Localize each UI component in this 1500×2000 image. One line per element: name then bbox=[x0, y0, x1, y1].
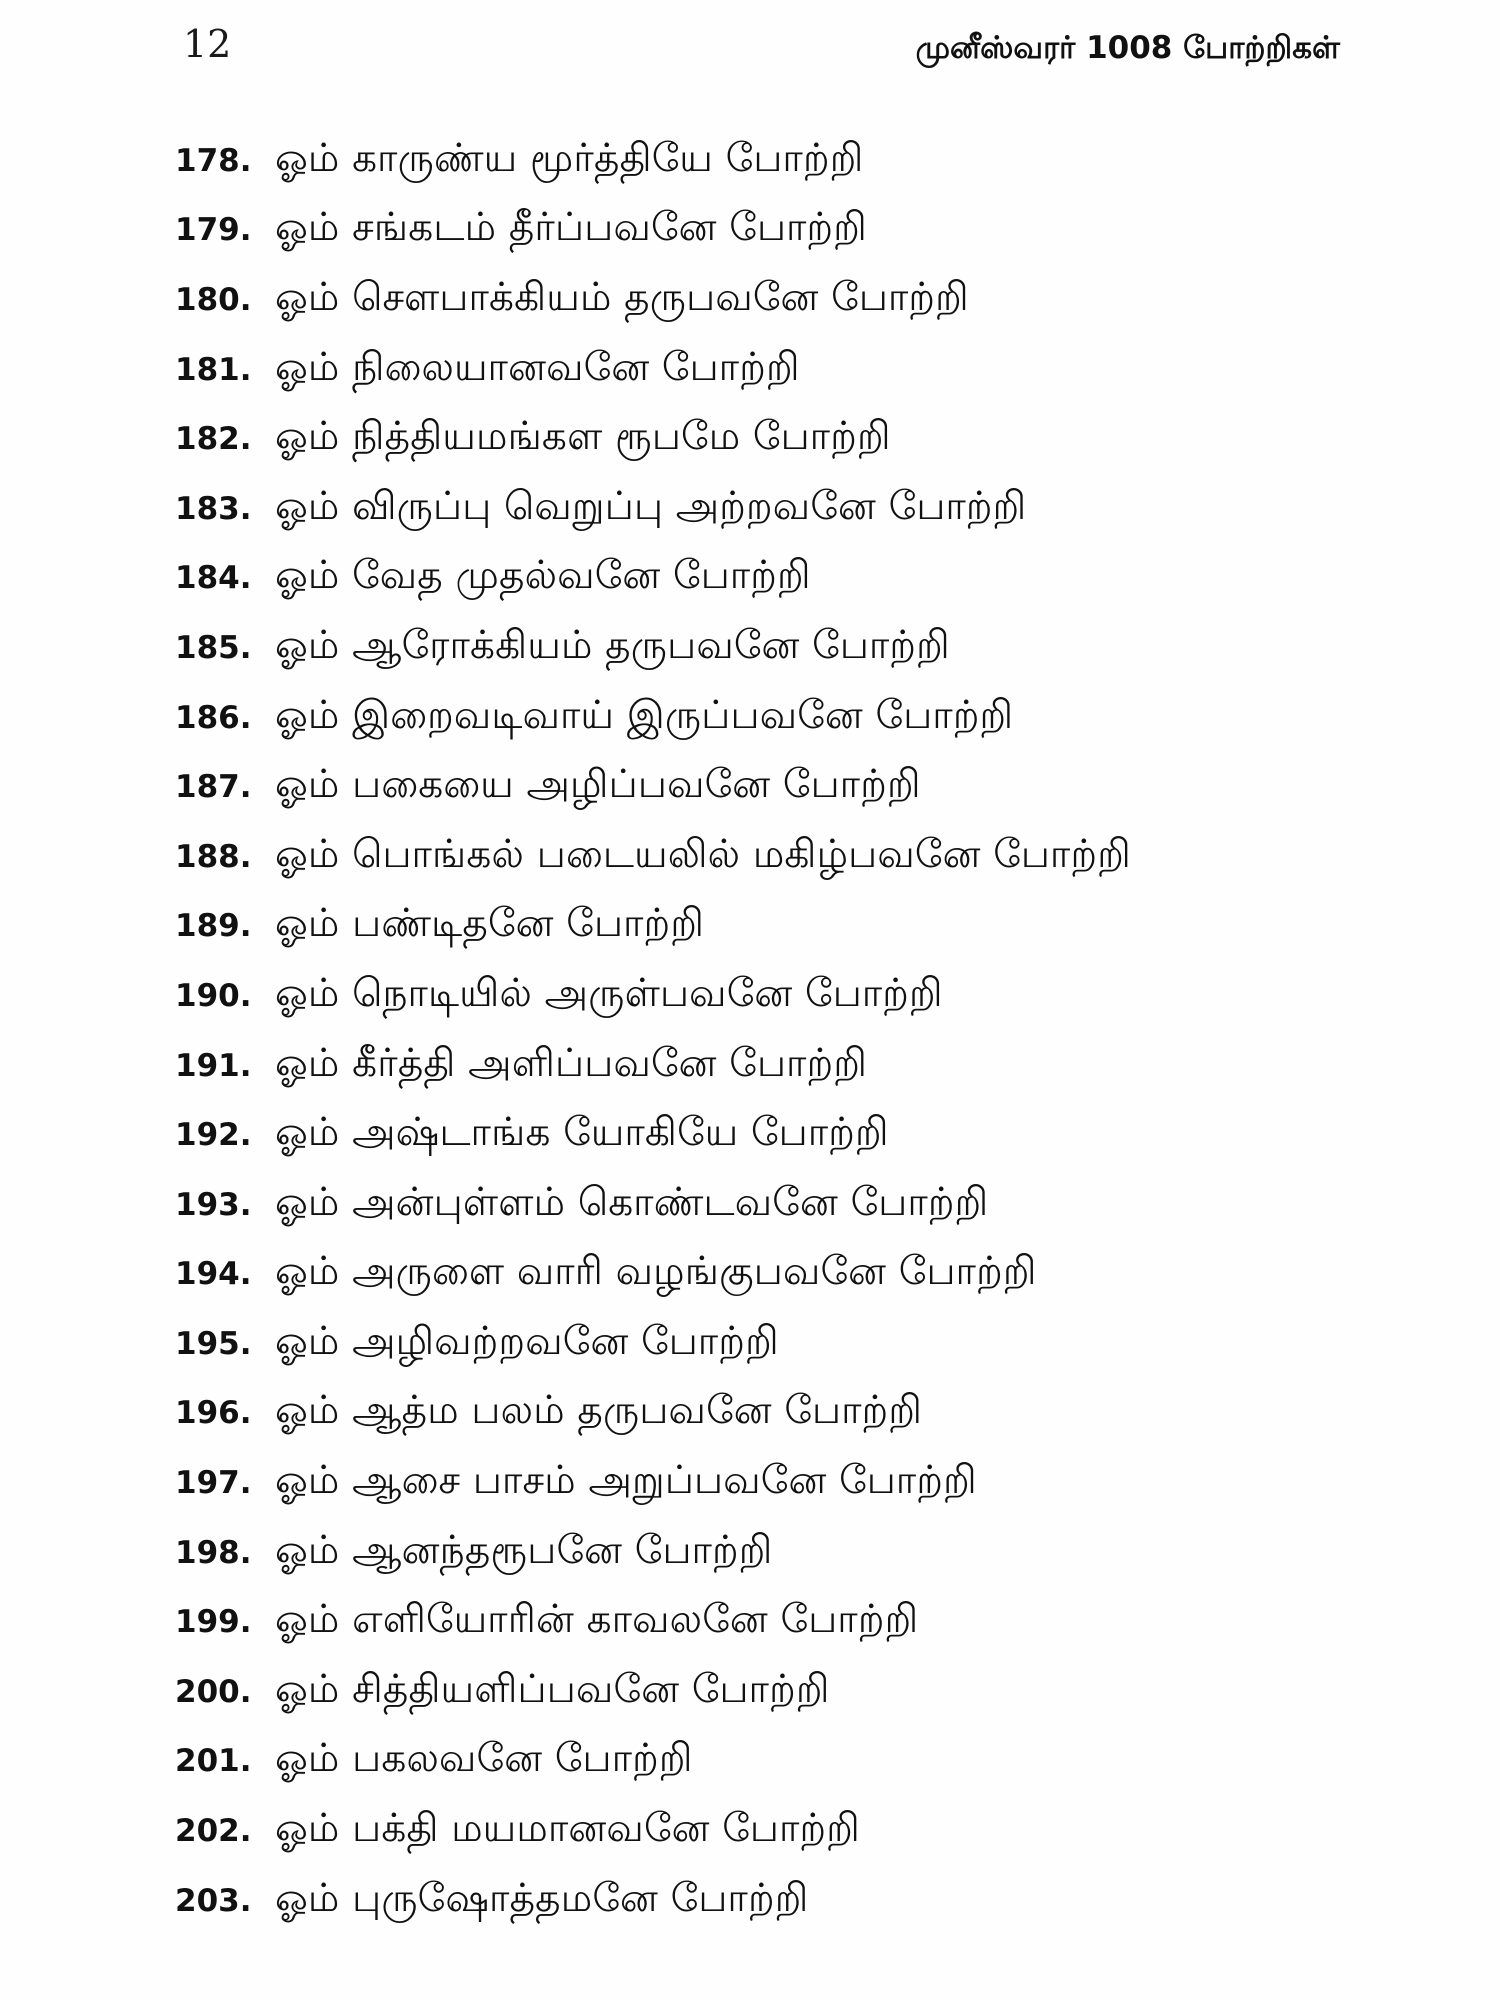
verse-number: 186. bbox=[175, 699, 252, 736]
verse-number: 197. bbox=[175, 1465, 252, 1502]
verse-line bbox=[175, 474, 1325, 544]
verse-number: 178. bbox=[175, 142, 252, 179]
verse-line bbox=[175, 126, 1325, 196]
verse-number: 182. bbox=[175, 421, 252, 458]
verse-text: ஓம் சௌபாக்கியம் தருபவனே போற்றி bbox=[275, 274, 969, 320]
verse-list bbox=[175, 126, 1325, 1935]
verse-number: 191. bbox=[175, 1047, 252, 1084]
verse-number: 188. bbox=[175, 838, 252, 875]
verse-number: 195. bbox=[175, 1325, 252, 1362]
verse-number: 189. bbox=[175, 908, 252, 945]
verse-number: 203. bbox=[175, 1882, 252, 1919]
verse-line bbox=[175, 1031, 1325, 1101]
verse-number: 190. bbox=[175, 977, 252, 1014]
verse-number: 184. bbox=[175, 560, 252, 597]
verse-line bbox=[175, 892, 1325, 962]
verse-number: 187. bbox=[175, 769, 252, 806]
verse-text: ஓம் காருண்ய மூர்த்தியே போற்றி bbox=[275, 135, 864, 181]
verse-line bbox=[175, 544, 1325, 614]
verse-text: ஓம் ஆனந்தரூபனே போற்றி bbox=[275, 1527, 773, 1573]
verse-number: 194. bbox=[175, 1256, 252, 1293]
verse-text: ஓம் எளியோரின் காவலனே போற்றி bbox=[275, 1597, 919, 1643]
verse-line bbox=[175, 335, 1325, 405]
verse-number: 202. bbox=[175, 1813, 252, 1850]
verse-text: ஓம் அழிவற்றவனே போற்றி bbox=[275, 1318, 779, 1364]
verse-line bbox=[175, 1448, 1325, 1518]
verse-number: 179. bbox=[175, 212, 252, 249]
verse-text: ஓம் கீர்த்தி அளிப்பவனே போற்றி bbox=[275, 1040, 868, 1086]
verse-line bbox=[175, 404, 1325, 474]
verse-number: 201. bbox=[175, 1743, 252, 1780]
verse-line bbox=[175, 265, 1325, 335]
verse-number: 183. bbox=[175, 490, 252, 527]
verse-number: 198. bbox=[175, 1534, 252, 1571]
verse-number: 185. bbox=[175, 629, 252, 666]
verse-text: ஓம் அருளை வாரி வழங்குபவனே போற்றி bbox=[275, 1249, 1037, 1295]
verse-line bbox=[175, 1657, 1325, 1727]
verse-number: 196. bbox=[175, 1395, 252, 1432]
verse-line bbox=[175, 1796, 1325, 1866]
verse-text: ஓம் சங்கடம் தீர்ப்பவனே போற்றி bbox=[275, 205, 868, 251]
verse-line bbox=[175, 1866, 1325, 1936]
verse-line bbox=[175, 1240, 1325, 1310]
verse-number: 193. bbox=[175, 1186, 252, 1223]
verse-line bbox=[175, 1309, 1325, 1379]
verse-line bbox=[175, 1379, 1325, 1449]
verse-text: ஓம் நொடியில் அருள்பவனே போற்றி bbox=[275, 970, 943, 1016]
verse-text: ஓம் நித்தியமங்கள ரூபமே போற்றி bbox=[275, 414, 891, 460]
verse-text: ஓம் பகலவனே போற்றி bbox=[275, 1736, 693, 1782]
verse-text: ஓம் பகையை அழிப்பவனே போற்றி bbox=[275, 762, 921, 808]
verse-number: 181. bbox=[175, 351, 252, 388]
verse-text: ஓம் இறைவடிவாய் இருப்பவனே போற்றி bbox=[275, 692, 1014, 738]
verse-text: ஓம் பக்தி மயமானவனே போற்றி bbox=[275, 1806, 861, 1852]
verse-line bbox=[175, 196, 1325, 266]
verse-text: ஓம் விருப்பு வெறுப்பு அற்றவனே போற்றி bbox=[275, 483, 1027, 529]
verse-line bbox=[175, 1170, 1325, 1240]
page-header bbox=[0, 0, 1500, 100]
verse-number: 199. bbox=[175, 1604, 252, 1641]
verse-text: ஓம் ஆசை பாசம் அறுப்பவனே போற்றி bbox=[275, 1458, 977, 1504]
page-number: 12 bbox=[183, 22, 232, 66]
verse-line bbox=[175, 961, 1325, 1031]
verse-number: 192. bbox=[175, 1117, 252, 1154]
verse-text: ஓம் நிலையானவனே போற்றி bbox=[275, 344, 800, 390]
verse-line bbox=[175, 1727, 1325, 1797]
verse-text: ஓம் அன்புள்ளம் கொண்டவனே போற்றி bbox=[275, 1179, 989, 1225]
verse-text: ஓம் அஷ்டாங்க யோகியே போற்றி bbox=[275, 1110, 889, 1156]
verse-text: ஓம் வேத முதல்வனே போற்றி bbox=[275, 553, 811, 599]
verse-line bbox=[175, 1100, 1325, 1170]
verse-line bbox=[175, 1518, 1325, 1588]
verse-text: ஓம் பொங்கல் படையலில் மகிழ்பவனே போற்றி bbox=[275, 831, 1131, 877]
verse-text: ஓம் ஆத்ம பலம் தருபவனே போற்றி bbox=[275, 1388, 923, 1434]
verse-number: 200. bbox=[175, 1673, 252, 1710]
running-title: முனீஸ்வரர் 1008 போற்றிகள் bbox=[915, 30, 1340, 66]
verse-text: ஓம் புருஷோத்தமனே போற்றி bbox=[275, 1875, 809, 1921]
verse-line bbox=[175, 1587, 1325, 1657]
verse-text: ஓம் பண்டிதனே போற்றி bbox=[275, 901, 705, 947]
verse-line bbox=[175, 822, 1325, 892]
verse-line bbox=[175, 613, 1325, 683]
verse-line bbox=[175, 683, 1325, 753]
verse-text: ஓம் ஆரோக்கியம் தருபவனே போற்றி bbox=[275, 622, 950, 668]
verse-number: 180. bbox=[175, 281, 252, 318]
verse-text: ஓம் சித்தியளிப்பவனே போற்றி bbox=[275, 1666, 830, 1712]
verse-line bbox=[175, 752, 1325, 822]
